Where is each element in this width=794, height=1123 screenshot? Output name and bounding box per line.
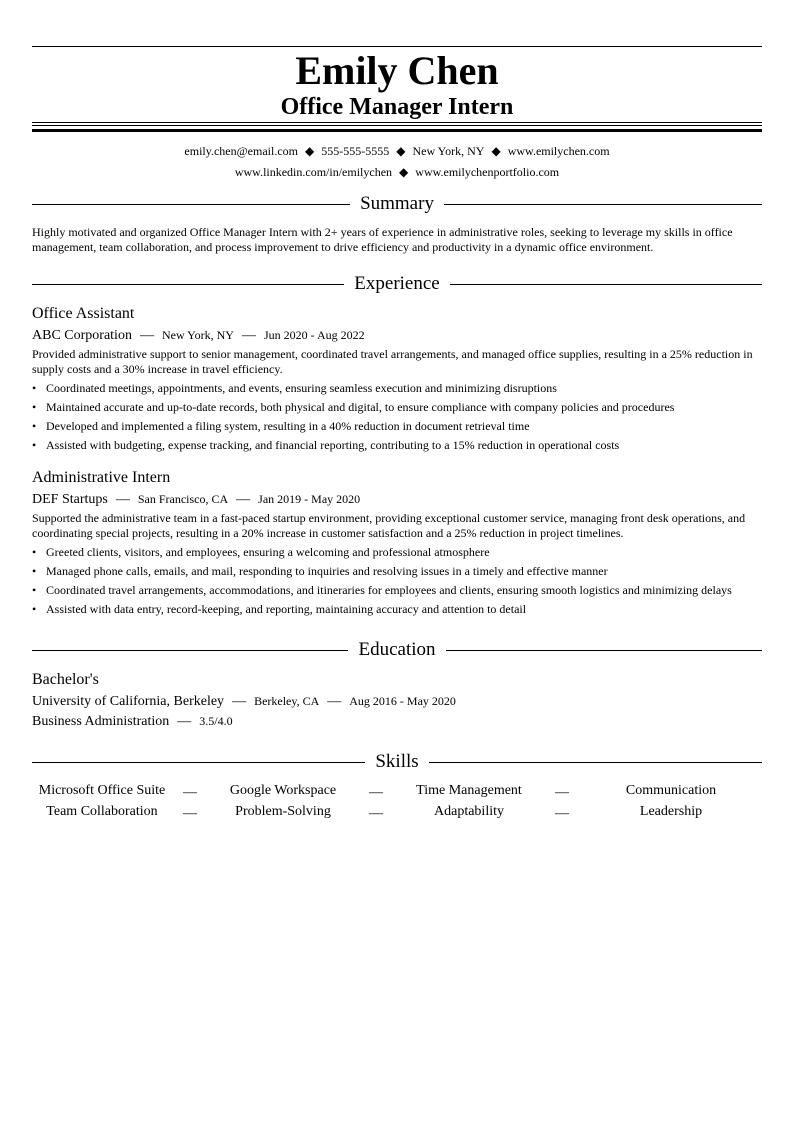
skill-separator: — (369, 805, 383, 821)
contact-line-2 (32, 164, 762, 180)
diamond-separator-icon: ◆ (305, 144, 315, 158)
job-bullet-list (32, 545, 762, 621)
dash-separator: — (177, 714, 192, 729)
dash-separator: — (241, 328, 256, 343)
dash-separator: — (327, 694, 342, 709)
candidate-name: Emily Chen (295, 48, 499, 93)
skill-item: Problem-Solving (235, 803, 331, 819)
bullet-icon: • (32, 545, 37, 559)
dash-separator: — (139, 328, 154, 343)
job-location: New York, NY (161, 328, 234, 342)
diamond-separator-icon: ◆ (396, 144, 406, 158)
summary-heading (32, 192, 762, 216)
job-dates: Jun 2020 - Aug 2022 (263, 328, 365, 342)
contact-portfolio[interactable]: www.emilychenportfolio.com (415, 165, 560, 179)
diamond-separator-icon: ◆ (491, 144, 501, 158)
school-location: Berkeley, CA (254, 694, 320, 708)
major-meta (32, 712, 233, 731)
list-item: • Coordinated meetings, appointments, and events, ensuring seamless execution and minimizing disruptions (32, 381, 557, 395)
contact-location: New York, NY (412, 144, 485, 158)
skill-separator: — (183, 805, 197, 821)
dash-separator: — (115, 492, 130, 507)
bullet-icon: • (32, 419, 37, 433)
list-item: • Greeted clients, visitors, and employees, ensuring a welcoming and professional atmosphere (32, 545, 490, 559)
job-meta (32, 490, 360, 509)
skill-item: Google Workspace (229, 782, 337, 798)
header-top-rule (32, 46, 762, 47)
contact-line-1 (32, 143, 762, 159)
experience-heading-label: Experience (354, 273, 440, 294)
skill-item: Microsoft Office Suite (38, 782, 166, 798)
skill-item: Communication (625, 782, 717, 798)
summary-text: Highly motivated and organized Office Manager Intern with 2+ years of experience in administrative roles, seeking to leverage my skills in office management, team collaboration, and process improvement to drive efficiency and productivity in a dynamic office environment. (32, 225, 733, 254)
contact-phone[interactable]: 555-555-5555 (321, 144, 390, 158)
job-description: Supported the administrative team in a fast-paced startup environment, providing exceptional customer service, managing front desk operations, and coordinating special projects, resulting in a 20% increase in customer satisfaction and a 25% reduction in project timelines. (32, 511, 746, 540)
list-item: • Maintained accurate and up-to-date records, both physical and digital, to ensure compliance with company policies and procedures (32, 400, 675, 414)
skill-item: Time Management (416, 782, 522, 798)
bullet-icon: • (32, 400, 37, 414)
skills-grid (32, 780, 762, 822)
gpa: 3.5/4.0 (199, 714, 233, 728)
list-item: • Developed and implemented a filing system, resulting in a 40% reduction in document retrieval time (32, 419, 530, 433)
summary-heading-label: Summary (360, 193, 434, 214)
skill-item: Team Collaboration (46, 803, 158, 819)
job-title: Administrative Intern (32, 469, 171, 486)
school-name: University of California, Berkeley (32, 694, 225, 709)
header-rule-3 (32, 129, 762, 132)
header-rule-2 (32, 125, 762, 126)
skills-heading (32, 750, 762, 774)
bullet-icon: • (32, 602, 37, 616)
skill-separator: — (369, 784, 383, 800)
job-bullet-list (32, 381, 762, 457)
bullet-icon: • (32, 381, 37, 395)
list-item: • Assisted with data entry, record-keeping, and reporting, maintaining accuracy and attention to detail (32, 602, 527, 616)
skill-separator: — (555, 784, 569, 800)
diamond-separator-icon: ◆ (399, 165, 409, 179)
dash-separator: — (236, 492, 251, 507)
contact-email[interactable]: emily.chen@email.com (184, 144, 298, 158)
job-description: Provided administrative support to senior management, coordinated travel arrangements, and managed office supplies, resulting in a 25% reduction in supply costs and a 30% increase in travel efficiency. (32, 347, 753, 376)
skills-row (32, 780, 762, 801)
job-location: San Francisco, CA (137, 492, 229, 506)
job-company: DEF Startups (32, 492, 108, 507)
skills-row (32, 801, 762, 822)
skill-item: Adaptability (434, 803, 504, 819)
degree: Bachelor's (32, 671, 99, 688)
header-rule-1 (32, 122, 762, 123)
skill-separator: — (183, 784, 197, 800)
bullet-icon: • (32, 583, 37, 597)
education-heading (32, 638, 762, 662)
job-dates: Jan 2019 - May 2020 (258, 492, 361, 506)
skill-item: Leadership (639, 803, 703, 819)
job-company: ABC Corporation (32, 328, 132, 343)
school-dates: Aug 2016 - May 2020 (349, 694, 456, 708)
contact-website[interactable]: www.emilychen.com (507, 144, 610, 158)
contact-linkedin[interactable]: www.linkedin.com/in/emilychen (234, 165, 393, 179)
education-heading-label: Education (358, 639, 436, 660)
job-title: Office Assistant (32, 305, 135, 322)
experience-heading (32, 272, 762, 296)
list-item: • Coordinated travel arrangements, accommodations, and itineraries for employees and clients, ensuring smooth logistics and minimizing delays (32, 583, 732, 597)
skills-heading-label: Skills (375, 751, 419, 772)
skill-separator: — (555, 805, 569, 821)
major: Business Administration (32, 714, 170, 729)
candidate-title: Office Manager Intern (280, 94, 514, 120)
school-meta (32, 692, 456, 711)
job-meta (32, 326, 365, 345)
list-item: • Managed phone calls, emails, and mail, responding to inquiries and resolving issues in a timely and effective manner (32, 564, 608, 578)
bullet-icon: • (32, 438, 37, 452)
bullet-icon: • (32, 564, 37, 578)
dash-separator: — (232, 694, 247, 709)
list-item: • Assisted with budgeting, expense tracking, and financial reporting, contributing to a 15% reduction in operational costs (32, 438, 620, 452)
